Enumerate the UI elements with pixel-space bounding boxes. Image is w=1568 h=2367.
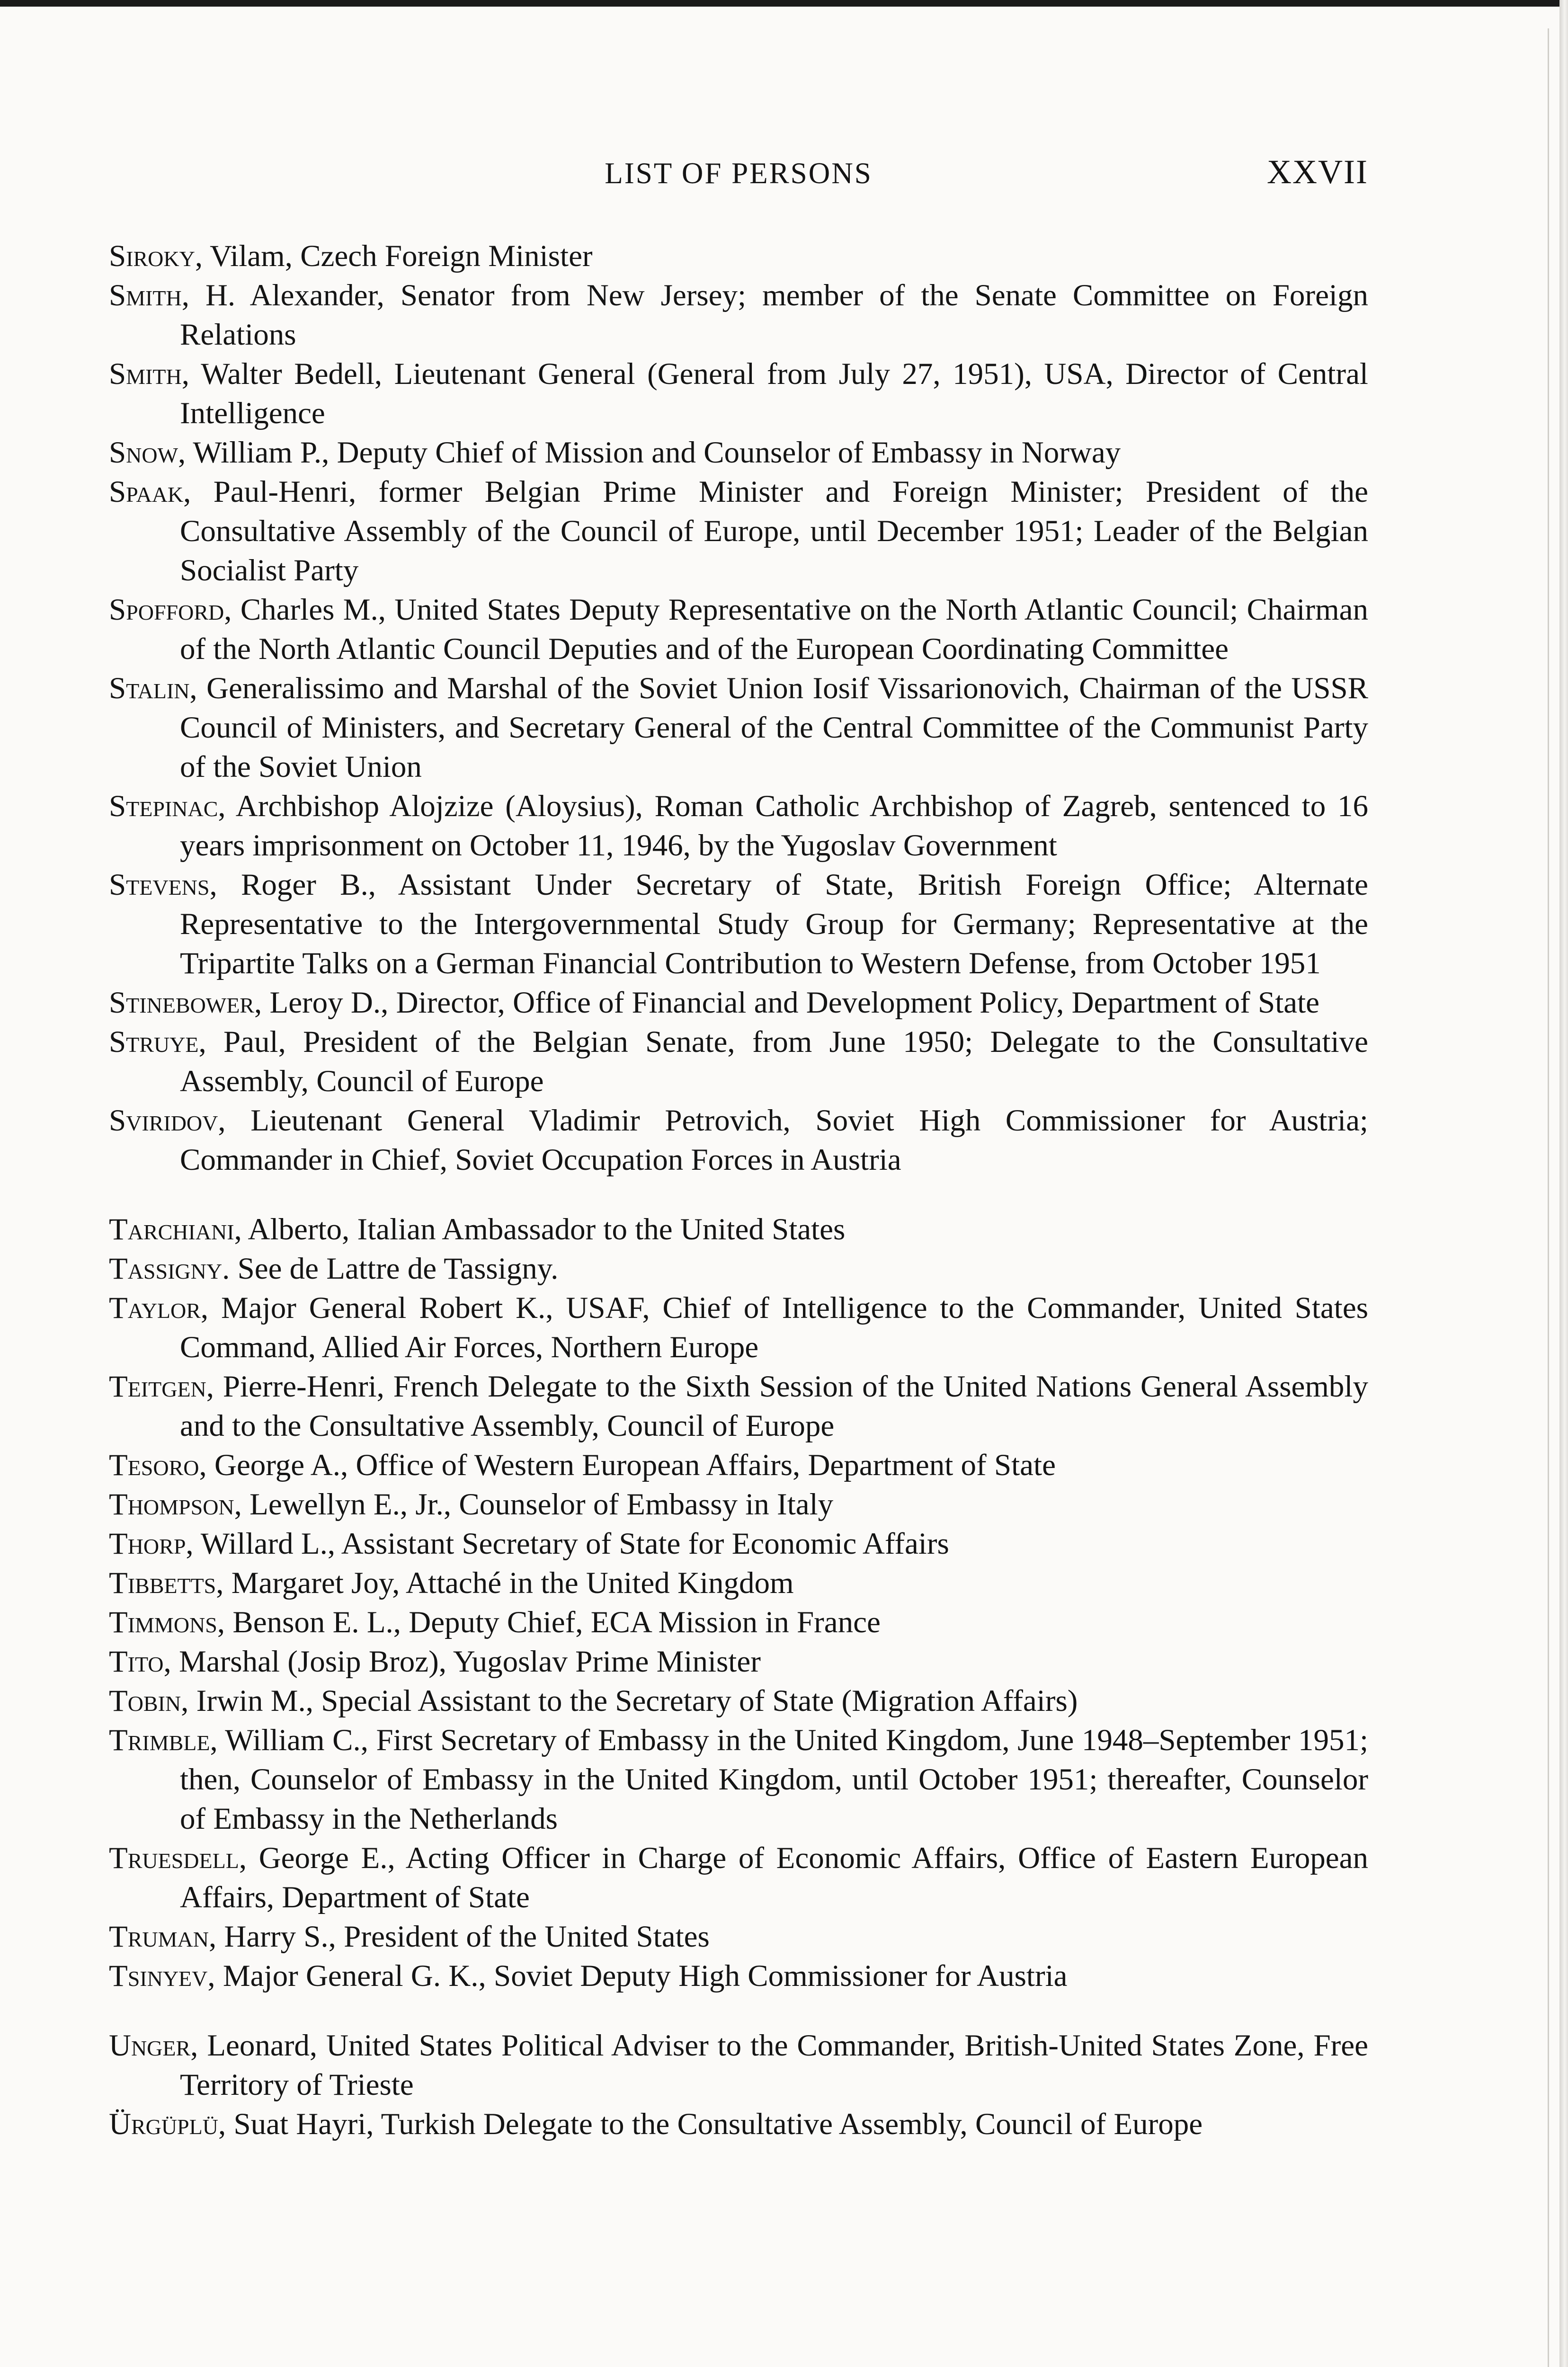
person-description: , Marshal (Josip Broz), Yugoslav Prime Minister [163, 1645, 761, 1679]
person-surname: Stevens [109, 868, 210, 902]
running-head [109, 142, 1368, 194]
person-description: , Charles M., United States Deputy Representative on the North Atlantic Council; Chairman of the North Atlantic Council Deputies and of the European Coordinating Committee [180, 593, 1368, 666]
person-entry [109, 472, 1368, 590]
person-description: , Irwin M., Special Assistant to the Secretary of State (Migration Affairs) [181, 1684, 1078, 1718]
person-entry [109, 1210, 1368, 1249]
person-entry [109, 1957, 1368, 1996]
document-page [109, 142, 1368, 2144]
person-surname: Stepinac [109, 789, 218, 823]
person-description: , Lewellyn E., Jr., Counselor of Embassy in Italy [234, 1487, 834, 1522]
person-entry [109, 983, 1368, 1023]
page-right-edge [1559, 0, 1568, 2367]
person-description: , Benson E. L., Deputy Chief, ECA Mission in France [217, 1605, 881, 1639]
person-entry [109, 1367, 1368, 1446]
person-description: , William P., Deputy Chief of Mission and Counselor of Embassy in Norway [178, 436, 1121, 470]
person-surname: Smith [109, 278, 182, 312]
person-surname: Tito [109, 1645, 164, 1679]
person-surname: Timmons [109, 1605, 217, 1639]
person-description: , Vilam, Czech Foreign Minister [195, 239, 593, 273]
person-entry [109, 590, 1368, 669]
person-description: , Walter Bedell, Lieutenant General (General from July 27, 1951), USA, Director of Central Intelligence [180, 357, 1368, 430]
person-entry [109, 433, 1368, 472]
person-entry [109, 1485, 1368, 1524]
person-surname: Snow [109, 436, 178, 470]
person-entry [109, 237, 1368, 276]
person-entry [109, 355, 1368, 433]
person-surname: Tsinyev [109, 1959, 208, 1993]
person-surname: Spaak [109, 475, 184, 509]
person-description: , Margaret Joy, Attaché in the United Kingdom [216, 1566, 794, 1600]
person-surname: Siroky [109, 239, 195, 273]
person-description: , Alberto, Italian Ambassador to the United States [234, 1212, 846, 1246]
person-entry [109, 2105, 1368, 2144]
person-surname: Sviridov [109, 1103, 218, 1138]
person-surname: Teitgen [109, 1370, 206, 1404]
person-surname: Stalin [109, 671, 190, 705]
letter-section [109, 237, 1368, 1180]
person-entry [109, 1023, 1368, 1101]
letter-section [109, 1210, 1368, 1996]
person-surname: Thorp [109, 1527, 186, 1561]
person-entry [109, 1839, 1368, 1917]
running-head-title: LIST OF PERSONS [605, 157, 873, 190]
person-entry [109, 1524, 1368, 1564]
person-entry [109, 1446, 1368, 1485]
person-entry [109, 1917, 1368, 1957]
person-surname: Tassigny [109, 1252, 223, 1286]
person-description: , H. Alexander, Senator from New Jersey; member of the Senate Committee on Foreign Relations [180, 278, 1368, 352]
person-description: , Leonard, United States Political Adviser to the Commander, British-United States Zone, Free Territory of Trieste [180, 2029, 1368, 2102]
person-surname: Struye [109, 1025, 199, 1059]
letter-section [109, 2026, 1368, 2144]
person-surname: Truesdell [109, 1841, 239, 1875]
person-entry [109, 1249, 1368, 1289]
person-entry [109, 865, 1368, 983]
person-entry [109, 1289, 1368, 1367]
person-description: , Paul, President of the Belgian Senate, from June 1950; Delegate to the Consultative Assembly, Council of Europe [180, 1025, 1368, 1098]
person-entry [109, 2026, 1368, 2105]
person-description: , Archbishop Alojzize (Aloysius), Roman Catholic Archbishop of Zagreb, sentenced to 16 years imprisonment on October 11, 1946, by the Yugoslav Government [180, 789, 1368, 863]
person-description: , George A., Office of Western European Affairs, Department of State [199, 1448, 1056, 1482]
person-entry [109, 1603, 1368, 1642]
person-surname: Thompson [109, 1487, 234, 1522]
person-description: , Suat Hayri, Turkish Delegate to the Consultative Assembly, Council of Europe [218, 2107, 1203, 2141]
person-surname: Stinebower [109, 986, 254, 1020]
person-description: , Willard L., Assistant Secretary of State for Economic Affairs [186, 1527, 949, 1561]
person-description: , Major General G. K., Soviet Deputy High Commissioner for Austria [207, 1959, 1068, 1993]
page-number: XXVII [1267, 153, 1368, 191]
person-description: , Harry S., President of the United States [208, 1920, 710, 1954]
persons-list [109, 237, 1368, 2144]
person-description: , George E., Acting Officer in Charge of Economic Affairs, Office of Eastern European Affairs, Department of State [180, 1841, 1368, 1914]
binding-line [1548, 28, 1549, 2367]
person-surname: Truman [109, 1920, 209, 1954]
person-description: , Lieutenant General Vladimir Petrovich, Soviet High Commissioner for Austria; Commander in Chief, Soviet Occupation Forces in Austria [180, 1103, 1368, 1177]
person-description: , Major General Robert K., USAF, Chief of Intelligence to the Commander, United States Command, Allied Air Forces, Northern Europe [180, 1291, 1368, 1364]
person-surname: Unger [109, 2029, 191, 2063]
person-entry [109, 787, 1368, 865]
person-description: , Leroy D., Director, Office of Financial and Development Policy, Department of State [254, 986, 1320, 1020]
person-description: . See de Lattre de Tassigny. [222, 1252, 559, 1286]
person-entry [109, 1101, 1368, 1180]
person-description: , Pierre-Henri, French Delegate to the Sixth Session of the United Nations General Assembly and to the Consultative Assembly, Council of Europe [180, 1370, 1368, 1443]
person-surname: Tesoro [109, 1448, 199, 1482]
person-entry [109, 1564, 1368, 1603]
person-surname: Trimble [109, 1723, 210, 1757]
person-surname: Tibbetts [109, 1566, 216, 1600]
person-entry [109, 1642, 1368, 1682]
page-top-border [0, 0, 1568, 7]
person-description: , William C., First Secretary of Embassy in the United Kingdom, June 1948–September 1951; then, Counselor of Embassy in the United Kingdom, until October 1951; thereafter, Counselor of Embassy in the Netherlands [180, 1723, 1368, 1836]
person-entry [109, 669, 1368, 787]
person-surname: Tarchiani [109, 1212, 234, 1246]
person-surname: Tobin [109, 1684, 181, 1718]
person-surname: Spofford [109, 593, 224, 627]
person-description: , Roger B., Assistant Under Secretary of State, British Foreign Office; Alternate Representative to the Intergovernmental Study Group for Germany; Representative at the Tripartite Talks on a German Financial Contribution to Western Defense, from October 1951 [180, 868, 1368, 980]
person-surname: Ürgüplü [109, 2107, 218, 2141]
person-description: , Generalissimo and Marshal of the Soviet Union Iosif Vissarionovich, Chairman of the USSR Council of Ministers, and Secretary General of the Central Committee of the Communist Party of the Soviet Union [180, 671, 1368, 784]
person-entry [109, 1682, 1368, 1721]
person-surname: Smith [109, 357, 182, 391]
person-entry [109, 276, 1368, 355]
person-description: , Paul-Henri, former Belgian Prime Minister and Foreign Minister; President of the Consultative Assembly of the Council of Europe, until December 1951; Leader of the Belgian Socialist Party [180, 475, 1368, 587]
person-surname: Taylor [109, 1291, 201, 1325]
person-entry [109, 1721, 1368, 1839]
